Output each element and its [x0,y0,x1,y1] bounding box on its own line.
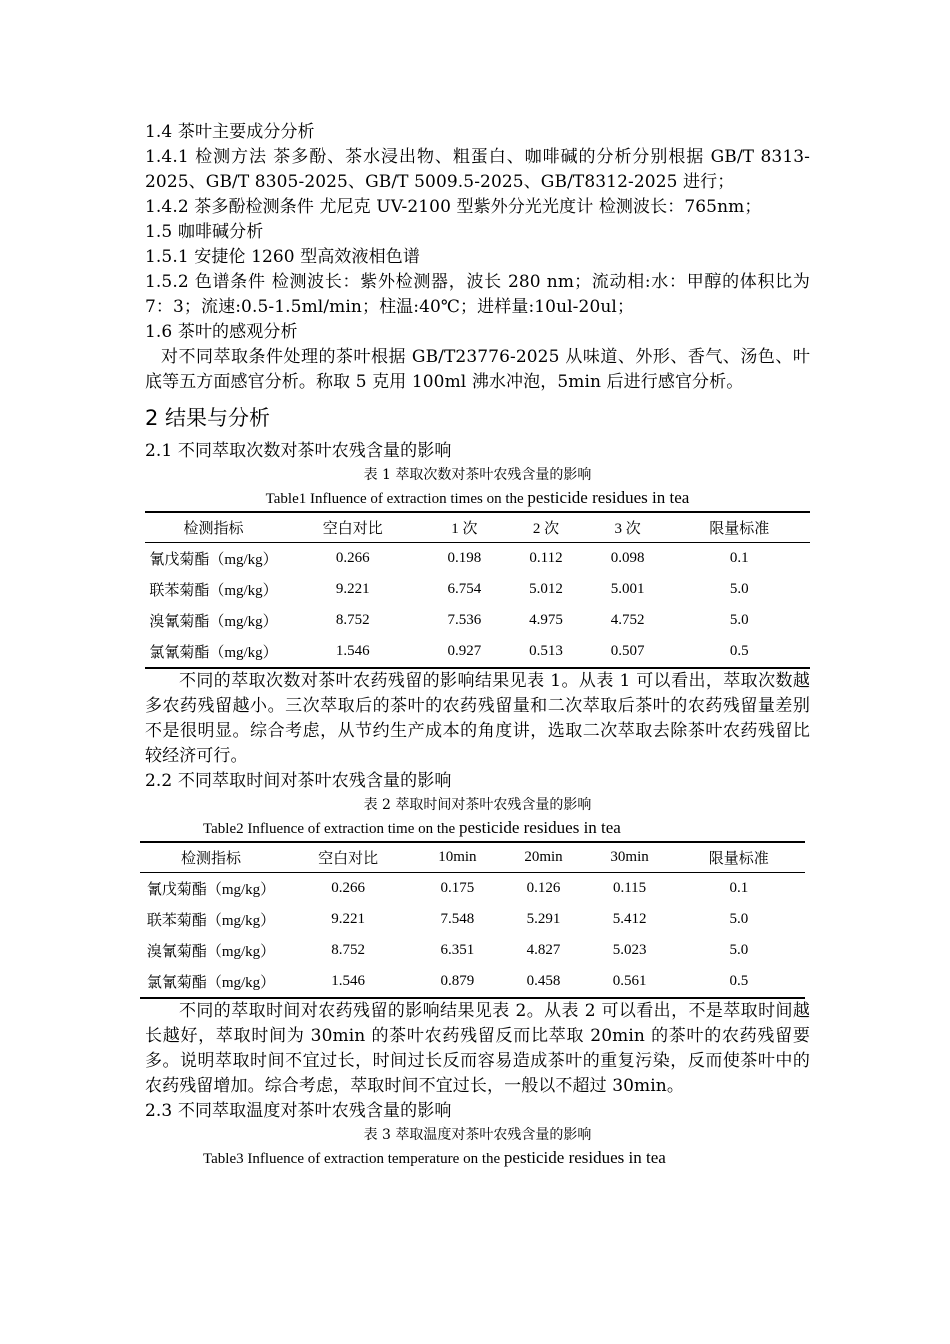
table1-caption-en [145,486,810,511]
table1-caption-en-a: Table1 Influence of extraction times on the [265,491,528,507]
table-cell: 0.098 [610,550,645,566]
table2-header-cell: 检测指标 [180,851,241,867]
table-cell: 5.001 [610,581,645,597]
table1-header-cell: 检测指标 [183,521,244,537]
table-cell: 0.266 [335,550,370,566]
table-cell: 5.0 [729,612,749,628]
table-row [145,636,810,668]
table2-header-row [140,842,805,873]
table2-caption-cn: 表 2 萃取时间对茶叶农残含量的影响 [363,797,592,813]
table-cell: 9.221 [335,581,370,597]
heading-1-6: 1.6 茶叶的感观分析 [145,322,298,342]
table-cell: 氰戊菊酯（mg/kg） [149,552,278,568]
table2 [140,841,805,999]
table1-caption-en-b: pesticide residues in tea [527,488,690,507]
table-cell: 6.351 [440,942,475,958]
heading-2-3: 2.3 不同萃取温度对茶叶农残含量的影响 [145,1101,452,1121]
table-cell: 联苯菊酯（mg/kg） [146,913,276,929]
table-cell: 5.0 [729,581,749,597]
table-row [145,543,810,575]
table-cell: 0.458 [526,973,561,989]
table-cell: 0.1 [729,550,749,566]
table-cell: 9.221 [331,911,366,927]
table-cell: 氯氰菊酯（mg/kg） [146,975,276,991]
table-cell: 6.754 [447,581,482,597]
table-cell: 氯氰菊酯（mg/kg） [149,645,278,661]
table-row [145,605,810,636]
heading-1-5: 1.5 咖啡碱分析 [145,222,264,242]
table-cell: 0.115 [612,880,647,896]
table-cell: 1.546 [335,643,370,659]
table2-header-cell: 20min [524,849,563,865]
table2-header-cell: 30min [610,849,649,865]
table-cell: 5.412 [612,911,647,927]
table-cell: 5.023 [612,942,647,958]
table1-header-cell: 空白对比 [322,521,383,537]
table3-caption-en [145,1146,810,1171]
table-cell: 氰戊菊酯（mg/kg） [146,882,276,898]
table-row [140,935,805,966]
table-cell: 0.266 [331,880,366,896]
table2-header-cell: 限量标准 [708,851,769,867]
table3-caption-en-b: pesticide residues in tea [503,1148,666,1167]
table-row [145,574,810,605]
document-page [145,120,810,1171]
table-cell: 4.752 [610,612,645,628]
table2-header-cell: 空白对比 [318,851,379,867]
table-cell: 5.291 [526,911,561,927]
table-cell: 4.827 [526,942,561,958]
table1-header-cell: 限量标准 [709,521,770,537]
table-cell: 8.752 [335,612,370,628]
table-cell: 0.5 [729,643,749,659]
table-cell: 5.0 [729,911,749,927]
table-cell: 0.879 [440,973,475,989]
table-cell: 0.198 [447,550,482,566]
table-cell: 0.1 [729,880,749,896]
table2-caption-en [145,816,810,841]
table-row [140,904,805,935]
paragraph-1-4-1: 1.4.1 检测方法 茶多酚、茶水浸出物、粗蛋白、咖啡碱的分析分别根据 GB/T 8313-2025、GB/T 8305-2025、GB/T 5009.5-2025、GB/T8312-2025 进行； [145,147,810,192]
table-cell: 溴氰菊酯（mg/kg） [149,614,278,630]
table-cell: 8.752 [331,942,366,958]
table1-header-row [145,512,810,543]
table3-caption-cn: 表 3 萃取温度对茶叶农残含量的影响 [363,1127,592,1143]
table1-caption-cn: 表 1 萃取次数对茶叶农残含量的影响 [363,467,592,483]
table-cell: 0.126 [526,880,561,896]
table-cell: 5.012 [529,581,563,597]
table-cell: 0.927 [447,643,482,659]
paragraph-1-5-2: 1.5.2 色谱条件 检测波长：紫外检测器，波长 280 nm；流动相:水：甲醇的体积比为 7：3；流速:0.5-1.5ml/min；柱温:40℃；进样量:10ul-20ul； [145,272,810,317]
table-cell: 联苯菊酯（mg/kg） [149,583,278,599]
table-cell: 溴氰菊酯（mg/kg） [146,944,276,960]
table1-header-cell: 2 次 [532,521,560,537]
table3-caption-en-a: Table3 Influence of extraction temperature on the [203,1151,504,1167]
table1-header-cell: 1 次 [451,521,478,537]
heading-2-2: 2.2 不同萃取时间对茶叶农残含量的影响 [145,771,452,791]
table-cell: 7.536 [447,612,482,628]
table-cell: 5.0 [729,942,749,958]
table-cell: 0.507 [610,643,645,659]
table-cell: 0.513 [529,643,563,659]
table-cell: 7.548 [440,911,475,927]
table1-header-cell: 3 次 [614,521,641,537]
table2-header-cell: 10min [438,849,477,865]
table-cell: 0.112 [529,550,563,566]
table1 [145,511,810,669]
table2-caption-en-b: pesticide residues in tea [458,818,621,837]
table-row [140,966,805,998]
heading-2-1: 2.1 不同萃取次数对茶叶农残含量的影响 [145,441,452,461]
paragraph-1-4-2: 1.4.2 茶多酚检测条件 尤尼克 UV-2100 型紫外分光光度计 检测波长：765nm； [145,197,762,217]
paragraph-1-5-1: 1.5.1 安捷伦 1260 型高效液相色谱 [145,247,420,267]
paragraph-2-1: 不同的萃取次数对茶叶农药残留的影响结果见表 1。从表 1 可以看出，萃取次数越多农药残留越小。三次萃取后的茶叶的农药残留量和二次萃取后茶叶的农药残留量差别不是很明显。综合考虑，从节约生产成本的角度讲，选取二次萃取去除茶叶农药残留比较经济可行。 [145,671,810,766]
table-cell: 4.975 [529,612,563,628]
heading-2: 2 结果与分析 [145,406,271,430]
table-cell: 0.5 [729,973,749,989]
paragraph-1-6: 对不同萃取条件处理的茶叶根据 GB/T23776-2025 从味道、外形、香气、汤色、叶底等五方面感官分析。称取 5 克用 100ml 沸水冲泡，5min 后进行感官分析。 [145,347,810,392]
table-cell: 0.175 [440,880,475,896]
paragraph-2-2: 不同的萃取时间对农药残留的影响结果见表 2。从表 2 可以看出，不是萃取时间越长越好，萃取时间为 30min 的茶叶农药残留反而比萃取 20min 的茶叶的农药残留要多。说明萃取时间不宜过长，时间过长反而容易造成茶叶的重复污染，反而使茶叶中的农药残留增加。综合考虑，萃取时间不宜过长，一般以不超过 30min。 [145,1001,810,1096]
table-cell: 1.546 [331,973,366,989]
table-cell: 0.561 [612,973,647,989]
table2-caption-en-a: Table2 Influence of extraction time on the [203,821,459,837]
heading-1-4: 1.4 茶叶主要成分分析 [145,122,315,142]
table-row [140,873,805,905]
